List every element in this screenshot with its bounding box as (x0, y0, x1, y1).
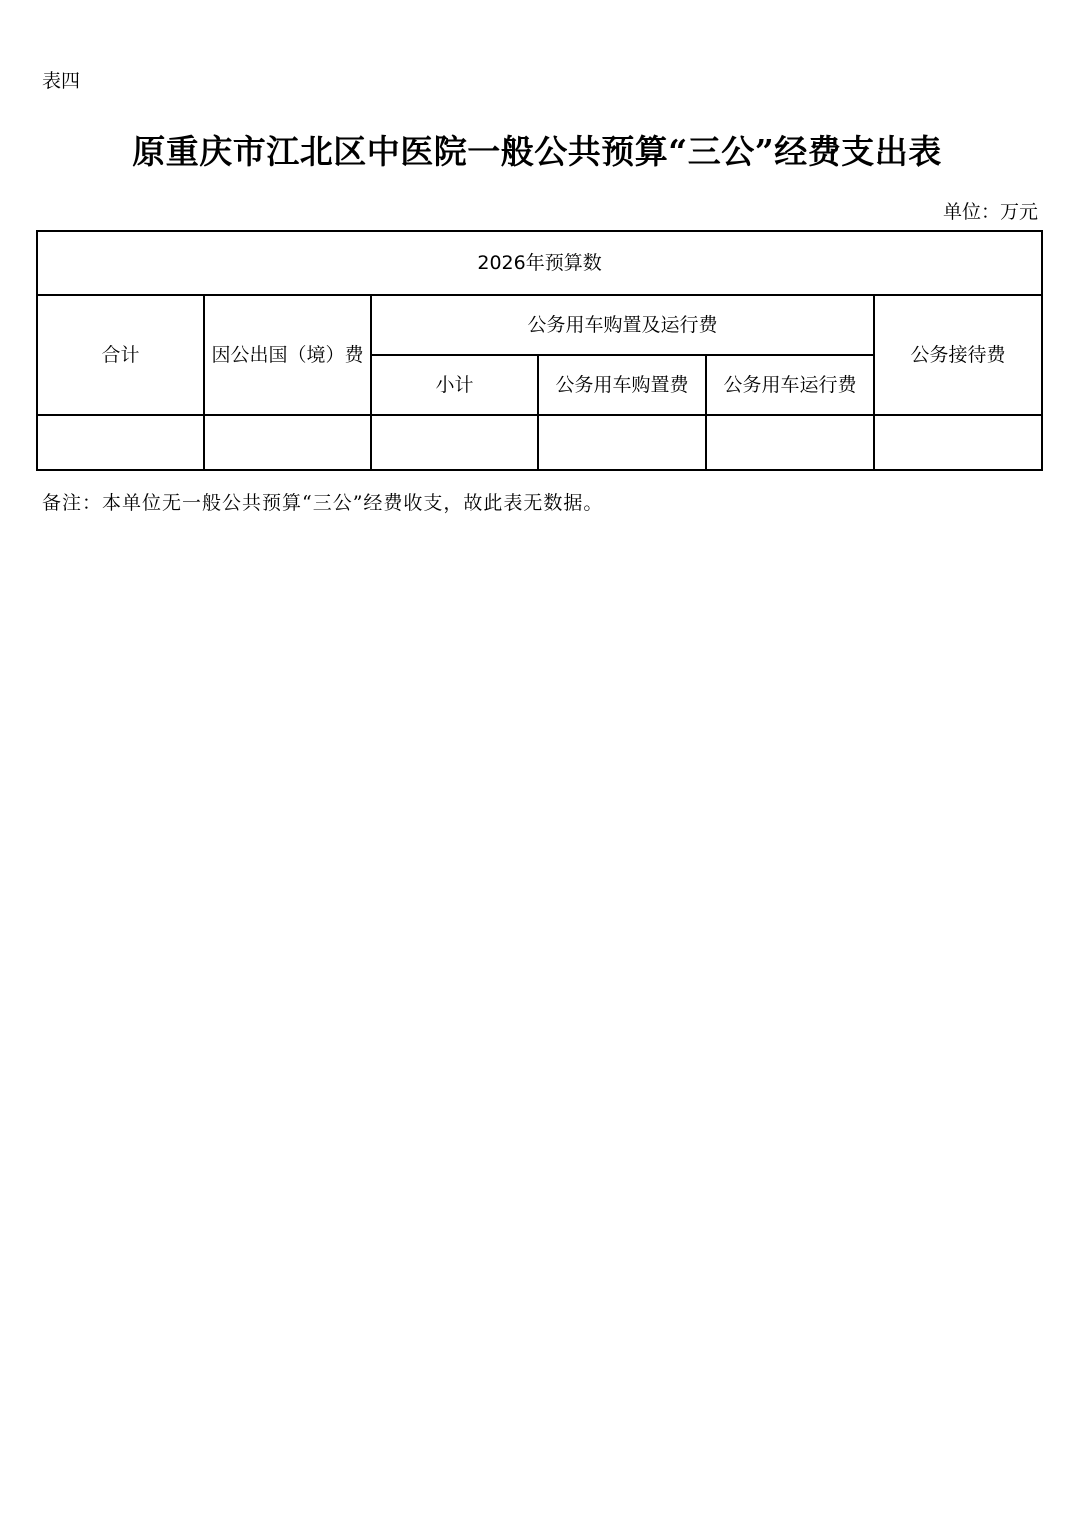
document-title: 原重庆市江北区中医院一般公共预算“三公”经费支出表 (132, 132, 942, 171)
year-budget-header: 2026年预算数 (37, 231, 1042, 295)
cell-vehicle-subtotal-value (371, 415, 538, 470)
footnote: 备注：本单位无一般公共预算“三公”经费收支，故此表无数据。 (42, 492, 604, 514)
header-vehicle-group: 公务用车购置及运行费 (371, 295, 874, 355)
cell-vehicle-purchase-value (538, 415, 706, 470)
cell-reception-value (874, 415, 1042, 470)
header-vehicle-operation: 公务用车运行费 (706, 355, 874, 415)
table-header-row-1 (37, 295, 1042, 355)
cell-vehicle-operation-value (706, 415, 874, 470)
header-vehicle-purchase: 公务用车购置费 (538, 355, 706, 415)
three-public-expenses-table (36, 230, 1043, 471)
cell-total-value (37, 415, 204, 470)
table-number-label: 表四 (42, 70, 81, 92)
header-reception-expense: 公务接待费 (874, 295, 1042, 415)
table-row (37, 415, 1042, 470)
table-header-row-year (37, 231, 1042, 295)
header-overseas-expense: 因公出国（境）费 (204, 295, 371, 415)
header-vehicle-subtotal: 小计 (371, 355, 538, 415)
unit-label: 单位：万元 (942, 201, 1038, 223)
cell-overseas-value (204, 415, 371, 470)
header-total: 合计 (37, 295, 204, 415)
